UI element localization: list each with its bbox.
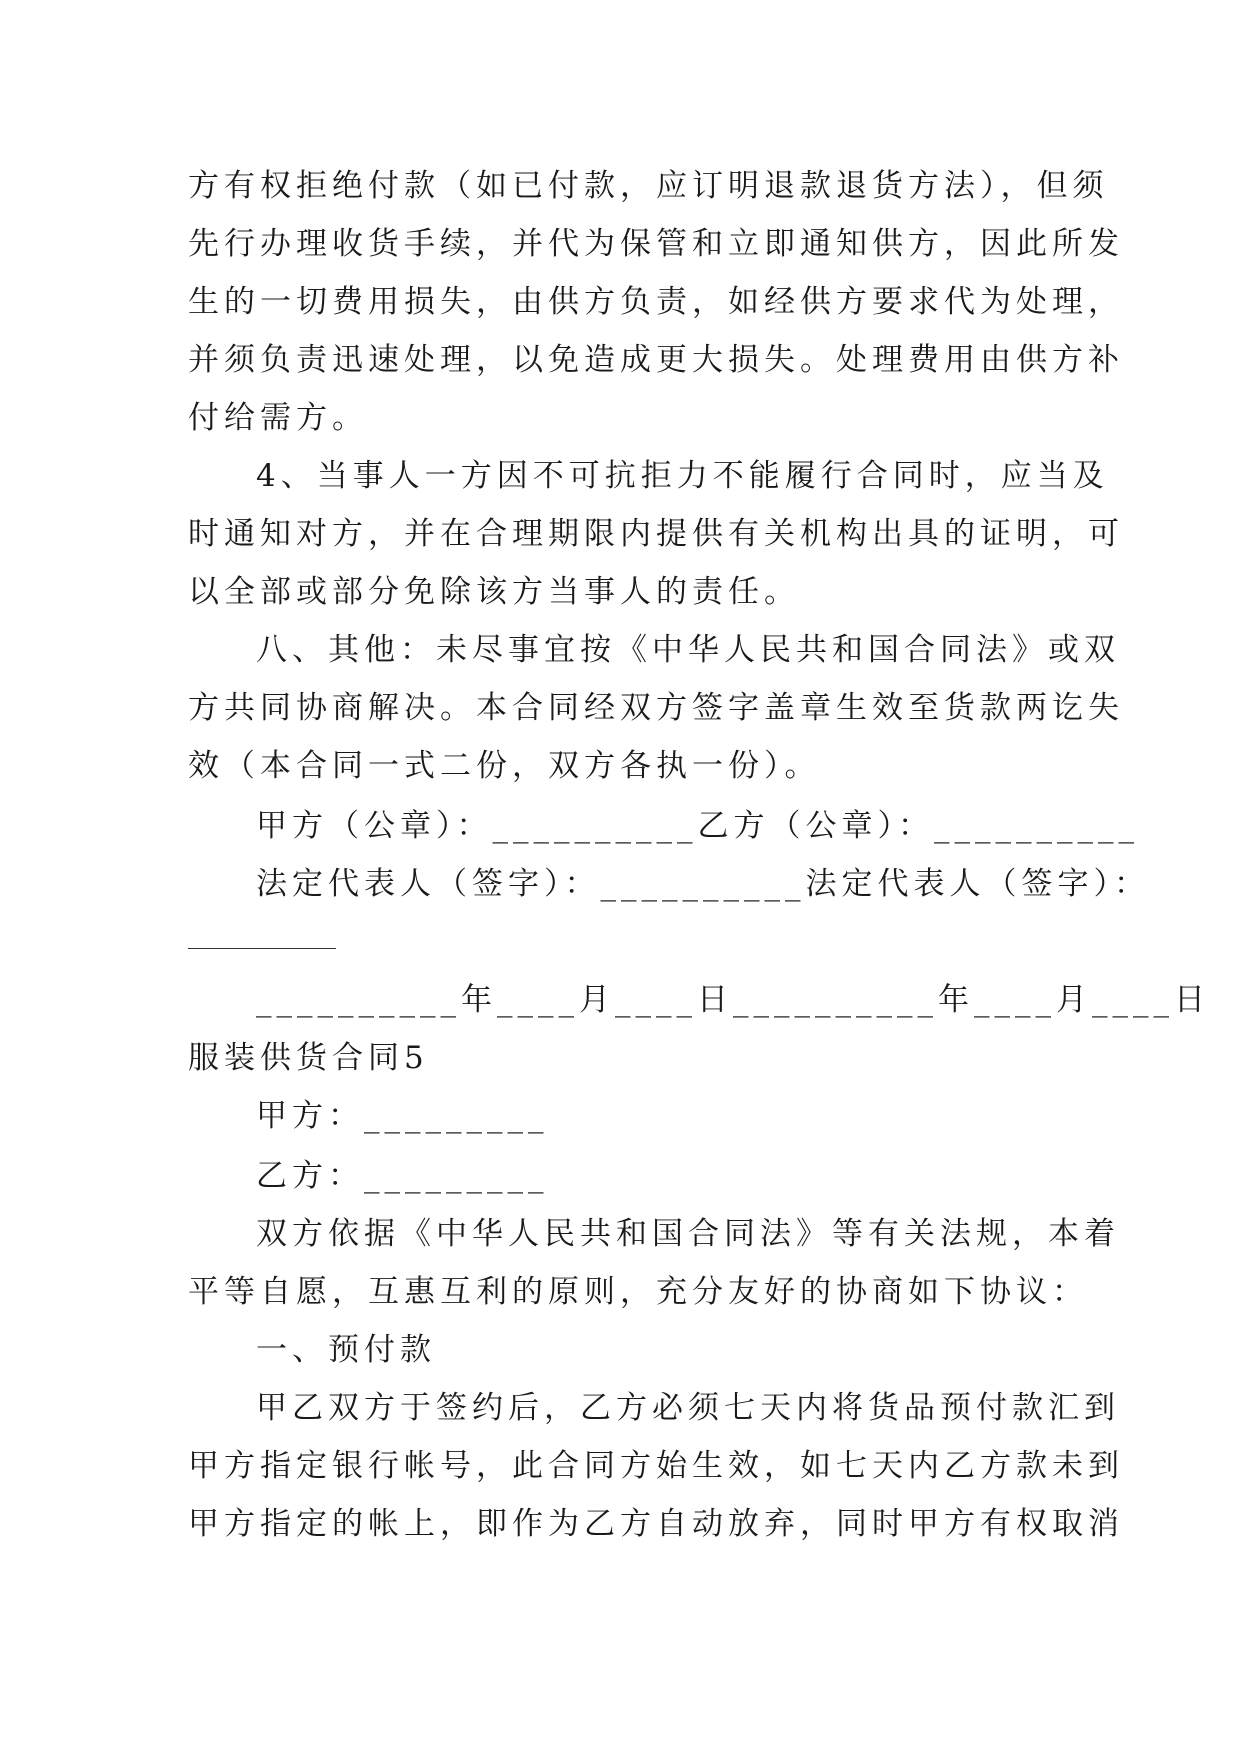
party-a-line: 甲方：_________ — [256, 1098, 549, 1134]
clause-4-line: 4、当事人一方因不可抗拒力不能履行合同时，应当及 — [256, 458, 1109, 494]
section-heading: 一、预付款 — [256, 1332, 436, 1368]
paragraph-line: 甲乙双方于签约后，乙方必须七天内将货品预付款汇到 — [256, 1390, 1120, 1426]
party-b-line: 乙方：_________ — [256, 1158, 549, 1194]
signature-blank — [188, 948, 336, 949]
paragraph-line: 甲方指定的帐上，即作为乙方自动放弃，同时甲方有权取消 — [188, 1506, 1124, 1542]
paragraph-line: 并须负责迅速处理，以免造成更大损失。处理费用由供方补 — [188, 342, 1124, 378]
section-8-line: 八、其他：未尽事宜按《中华人民共和国合同法》或双 — [256, 632, 1120, 668]
paragraph-line: 生的一切费用损失，由供方负责，如经供方要求代为处理， — [188, 284, 1124, 320]
paragraph-line: 甲方指定银行帐号，此合同方始生效，如七天内乙方款未到 — [188, 1448, 1124, 1484]
paragraph-line: 方有权拒绝付款（如已付款，应订明退款退货方法），但须 — [188, 168, 1109, 204]
paragraph-line: 时通知对方，并在合理期限内提供有关机构出具的证明，可 — [188, 516, 1124, 552]
signature-line: 法定代表人（签字）：__________法定代表人（签字）： — [256, 866, 1150, 902]
preamble-line: 双方依据《中华人民共和国合同法》等有关法规，本着 — [256, 1216, 1120, 1252]
paragraph-line: 以全部或部分免除该方当事人的责任。 — [188, 574, 800, 610]
contract-title: 服装供货合同5 — [188, 1040, 429, 1076]
date-line: __________年____月____日__________年____月____日 — [256, 982, 1210, 1018]
paragraph-line: 平等自愿，互惠互利的原则，充分友好的协商如下协议： — [188, 1274, 1088, 1310]
paragraph-line: 效（本合同一式二份，双方各执一份）。 — [188, 748, 821, 784]
paragraph-line: 方共同协商解决。本合同经双方签字盖章生效至货款两讫失 — [188, 690, 1124, 726]
paragraph-line: 付给需方。 — [188, 400, 368, 436]
paragraph-line: 先行办理收货手续，并代为保管和立即通知供方，因此所发 — [188, 226, 1124, 262]
seal-line: 甲方（公章）：__________乙方（公章）：__________ — [256, 808, 1139, 844]
